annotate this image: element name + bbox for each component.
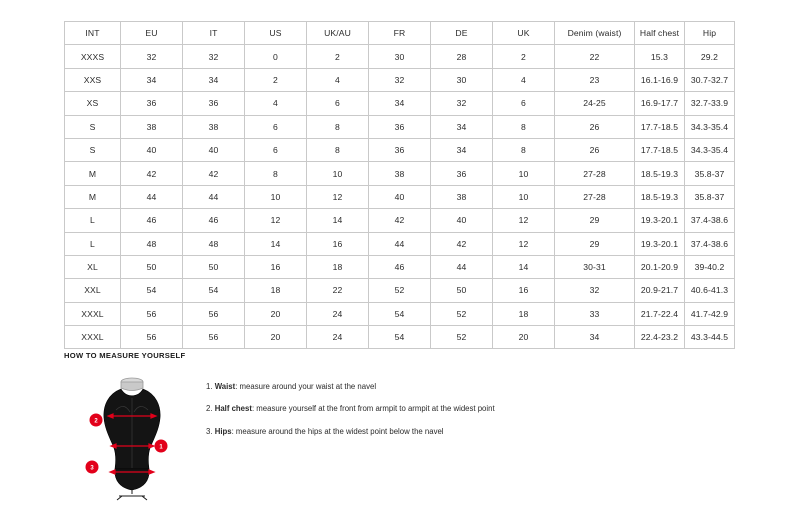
measure-step-hips [206,427,495,436]
cell-ukau: 2 [307,45,369,68]
cell-hip: 34.3-35.4 [685,138,735,161]
cell-uk: 16 [493,279,555,302]
badge-3 [86,461,99,474]
how-to-measure-body [64,368,764,503]
table-row [65,92,735,115]
column-header-eu: EU [121,22,183,45]
column-header-us: US [245,22,307,45]
cell-it: 44 [183,185,245,208]
cell-fr: 36 [369,138,431,161]
cell-denim-waist: 34 [555,326,635,349]
badge-2 [90,414,103,427]
cell-hip: 32.7-33.9 [685,92,735,115]
cell-us: 12 [245,209,307,232]
cell-us: 4 [245,92,307,115]
cell-eu: 38 [121,115,183,138]
cell-hip: 40.6-41.3 [685,279,735,302]
measure-step-waist [206,382,495,391]
cell-eu: 44 [121,185,183,208]
cell-us: 8 [245,162,307,185]
cell-us: 14 [245,232,307,255]
cell-us: 0 [245,45,307,68]
cell-half-chest: 18.5-19.3 [635,162,685,185]
cell-it: 54 [183,279,245,302]
svg-text:3: 3 [90,465,94,472]
column-header-fr: FR [369,22,431,45]
table-header [65,22,735,45]
column-header-uk: UK [493,22,555,45]
cell-eu: 56 [121,302,183,325]
cell-uk: 8 [493,138,555,161]
table-row [65,302,735,325]
cell-de: 34 [431,138,493,161]
cell-de: 40 [431,209,493,232]
cell-denim-waist: 33 [555,302,635,325]
cell-uk: 8 [493,115,555,138]
badge-1 [155,440,168,453]
mannequin-figure [64,368,194,503]
cell-it: 38 [183,115,245,138]
cell-denim-waist: 30-31 [555,255,635,278]
cell-int: S [65,115,121,138]
column-header-denim-waist: Denim (waist) [555,22,635,45]
table-row [65,326,735,349]
cell-denim-waist: 29 [555,232,635,255]
cell-ukau: 24 [307,302,369,325]
cell-us: 16 [245,255,307,278]
cell-int: XS [65,92,121,115]
cell-half-chest: 18.5-19.3 [635,185,685,208]
how-to-measure-title: HOW TO MEASURE YOURSELF [64,351,186,360]
how-to-measure-section [64,351,764,503]
cell-ukau: 24 [307,326,369,349]
table-row [65,255,735,278]
cell-half-chest: 16.9-17.7 [635,92,685,115]
step-text: : measure around your waist at the navel [235,382,377,391]
cell-ukau: 18 [307,255,369,278]
cell-de: 52 [431,302,493,325]
step-term: Waist [214,382,236,391]
table-row [65,232,735,255]
cell-us: 6 [245,115,307,138]
cell-it: 34 [183,68,245,91]
cell-half-chest: 15.3 [635,45,685,68]
cell-int: M [65,185,121,208]
cell-uk: 14 [493,255,555,278]
cell-eu: 36 [121,92,183,115]
cell-int: XXXL [65,326,121,349]
cell-hip: 30.7-32.7 [685,68,735,91]
cell-half-chest: 19.3-20.1 [635,232,685,255]
cell-eu: 50 [121,255,183,278]
mannequin-illustration [64,368,194,503]
cell-denim-waist: 27-28 [555,185,635,208]
cell-eu: 42 [121,162,183,185]
cell-eu: 40 [121,138,183,161]
cell-ukau: 6 [307,92,369,115]
cell-us: 20 [245,326,307,349]
table-row [65,115,735,138]
cell-hip: 41.7-42.9 [685,302,735,325]
size-chart-table [64,21,735,349]
cell-de: 50 [431,279,493,302]
cell-de: 30 [431,68,493,91]
cell-half-chest: 17.7-18.5 [635,138,685,161]
cell-hip: 35.8-37 [685,162,735,185]
cell-half-chest: 20.1-20.9 [635,255,685,278]
cell-fr: 38 [369,162,431,185]
cell-it: 32 [183,45,245,68]
step-number: 2. [206,404,213,414]
cell-uk: 20 [493,326,555,349]
step-number: 3. [206,426,213,436]
cell-int: S [65,138,121,161]
mannequin-neck [121,378,143,391]
measure-step-half-chest [206,404,495,413]
cell-it: 50 [183,255,245,278]
column-header-hip: Hip [685,22,735,45]
cell-fr: 46 [369,255,431,278]
cell-uk: 6 [493,92,555,115]
cell-denim-waist: 32 [555,279,635,302]
cell-fr: 54 [369,326,431,349]
cell-ukau: 8 [307,138,369,161]
cell-int: XL [65,255,121,278]
cell-ukau: 8 [307,115,369,138]
cell-us: 6 [245,138,307,161]
cell-half-chest: 22.4-23.2 [635,326,685,349]
cell-it: 40 [183,138,245,161]
cell-uk: 12 [493,209,555,232]
cell-eu: 46 [121,209,183,232]
cell-uk: 12 [493,232,555,255]
cell-de: 34 [431,115,493,138]
column-header-ukau: UK/AU [307,22,369,45]
size-chart-container [64,21,734,349]
cell-eu: 48 [121,232,183,255]
cell-hip: 34.3-35.4 [685,115,735,138]
table-row [65,138,735,161]
cell-int: XXXL [65,302,121,325]
cell-it: 56 [183,302,245,325]
cell-ukau: 12 [307,185,369,208]
cell-int: XXS [65,68,121,91]
column-header-int: INT [65,22,121,45]
cell-hip: 39-40.2 [685,255,735,278]
table-row [65,279,735,302]
column-header-it: IT [183,22,245,45]
table-header-row [65,22,735,45]
cell-denim-waist: 24-25 [555,92,635,115]
cell-it: 46 [183,209,245,232]
cell-int: M [65,162,121,185]
column-header-de: DE [431,22,493,45]
cell-de: 42 [431,232,493,255]
table-row [65,162,735,185]
cell-half-chest: 17.7-18.5 [635,115,685,138]
cell-hip: 37.4-38.6 [685,209,735,232]
cell-int: XXXS [65,45,121,68]
cell-fr: 36 [369,115,431,138]
cell-it: 36 [183,92,245,115]
cell-denim-waist: 27-28 [555,162,635,185]
cell-hip: 29.2 [685,45,735,68]
cell-denim-waist: 26 [555,115,635,138]
column-header-half-chest: Half chest [635,22,685,45]
cell-fr: 40 [369,185,431,208]
cell-ukau: 10 [307,162,369,185]
cell-denim-waist: 29 [555,209,635,232]
cell-de: 52 [431,326,493,349]
cell-de: 44 [431,255,493,278]
table-row [65,68,735,91]
cell-ukau: 22 [307,279,369,302]
cell-us: 10 [245,185,307,208]
step-number: 1. [206,382,213,391]
cell-denim-waist: 26 [555,138,635,161]
cell-half-chest: 21.7-22.4 [635,302,685,325]
cell-fr: 34 [369,92,431,115]
table-row [65,45,735,68]
svg-text:2: 2 [94,418,98,425]
cell-denim-waist: 23 [555,68,635,91]
cell-de: 28 [431,45,493,68]
step-term: Hips [214,426,232,436]
table-row [65,185,735,208]
cell-half-chest: 19.3-20.1 [635,209,685,232]
cell-us: 2 [245,68,307,91]
cell-hip: 37.4-38.6 [685,232,735,255]
cell-de: 38 [431,185,493,208]
cell-hip: 35.8-37 [685,185,735,208]
step-text: : measure around the hips at the widest point below the navel [231,426,444,436]
cell-int: L [65,209,121,232]
cell-fr: 42 [369,209,431,232]
cell-it: 56 [183,326,245,349]
svg-text:1: 1 [159,444,163,451]
cell-denim-waist: 22 [555,45,635,68]
cell-fr: 30 [369,45,431,68]
cell-half-chest: 20.9-21.7 [635,279,685,302]
cell-ukau: 14 [307,209,369,232]
cell-it: 48 [183,232,245,255]
cell-uk: 2 [493,45,555,68]
cell-int: L [65,232,121,255]
cell-fr: 44 [369,232,431,255]
cell-us: 20 [245,302,307,325]
cell-fr: 54 [369,302,431,325]
cell-eu: 56 [121,326,183,349]
table-row [65,209,735,232]
cell-uk: 18 [493,302,555,325]
cell-de: 32 [431,92,493,115]
cell-de: 36 [431,162,493,185]
cell-uk: 4 [493,68,555,91]
cell-fr: 32 [369,68,431,91]
cell-ukau: 4 [307,68,369,91]
cell-uk: 10 [493,185,555,208]
table-body [65,45,735,349]
cell-us: 18 [245,279,307,302]
cell-int: XXL [65,279,121,302]
cell-hip: 43.3-44.5 [685,326,735,349]
cell-it: 42 [183,162,245,185]
cell-uk: 10 [493,162,555,185]
measure-steps-list [206,368,495,449]
cell-eu: 34 [121,68,183,91]
step-term: Half chest [214,404,252,414]
cell-eu: 54 [121,279,183,302]
cell-ukau: 16 [307,232,369,255]
cell-fr: 52 [369,279,431,302]
step-text: : measure yourself at the front from armpit to armpit at the widest point [251,404,495,414]
cell-eu: 32 [121,45,183,68]
cell-half-chest: 16.1-16.9 [635,68,685,91]
